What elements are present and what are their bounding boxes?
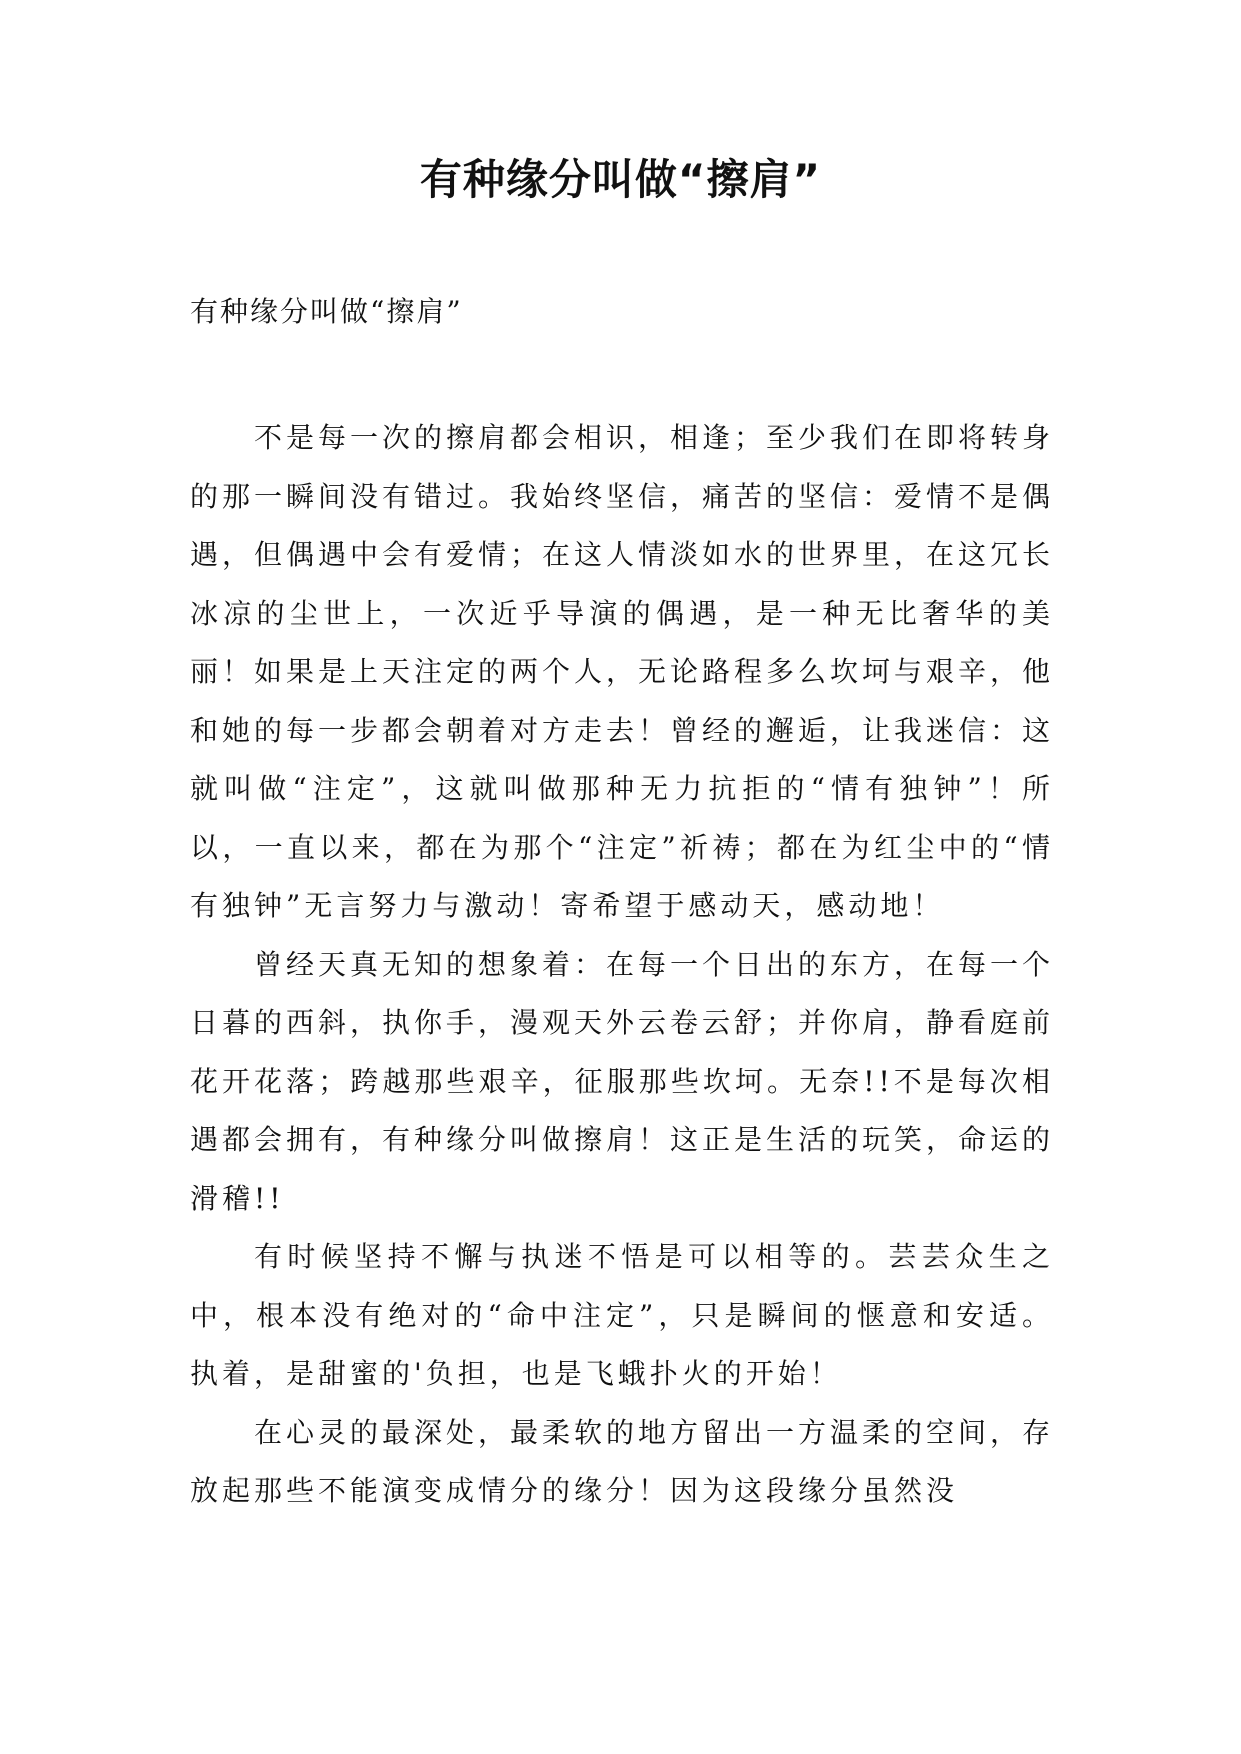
paragraph-4: 在心灵的最深处，最柔软的地方留出一方温柔的空间，存放起那些不能演变成情分的缘分！因为这段缘分虽然没 [190,1415,1055,1507]
paragraph-3: 有时候坚持不懈与执迷不悟是可以相等的。芸芸众生之中，根本没有绝对的“命中注定”，只是瞬间的惬意和安适。执着，是甜蜜的'负担，也是飞蛾扑火的开始！ [190,1240,1054,1390]
paragraph-2: 曾经天真无知的想象着：在每一个日出的东方，在每一个日暮的西斜，执你手，漫观天外云卷云舒；并你肩，静看庭前花开花落；跨越那些艰辛，征服那些坎坷。无奈!!不是每次相遇都会拥有，有种缘分叫做擦肩！这正是生活的玩笑，命运的滑稽!! [190,947,1055,1215]
document-subtitle: 有种缘分叫做“擦肩” [190,295,463,328]
paragraph-1: 不是每一次的擦肩都会相识，相逢；至少我们在即将转身的那一瞬间没有错过。我始终坚信，痛苦的坚信：爱情不是偶遇，但偶遇中会有爱情；在这人情淡如水的世界里，在这冗长冰凉的尘世上，一次近乎导演的偶遇，是一种无比奢华的美丽！如果是上天注定的两个人，无论路程多么坎坷与艰辛，他和她的每一步都会朝着对方走去！曾经的邂逅，让我迷信：这就叫做“注定”，这就叫做那种无力抗拒的“情有独钟”！所以，一直以来，都在为那个“注定”祈祷；都在为红尘中的“情有独钟”无言努力与激动！寄希望于感动天，感动地！ [190,421,1055,922]
document-body [190,409,1054,1521]
document-title: 有种缘分叫做“擦肩” [419,155,822,204]
